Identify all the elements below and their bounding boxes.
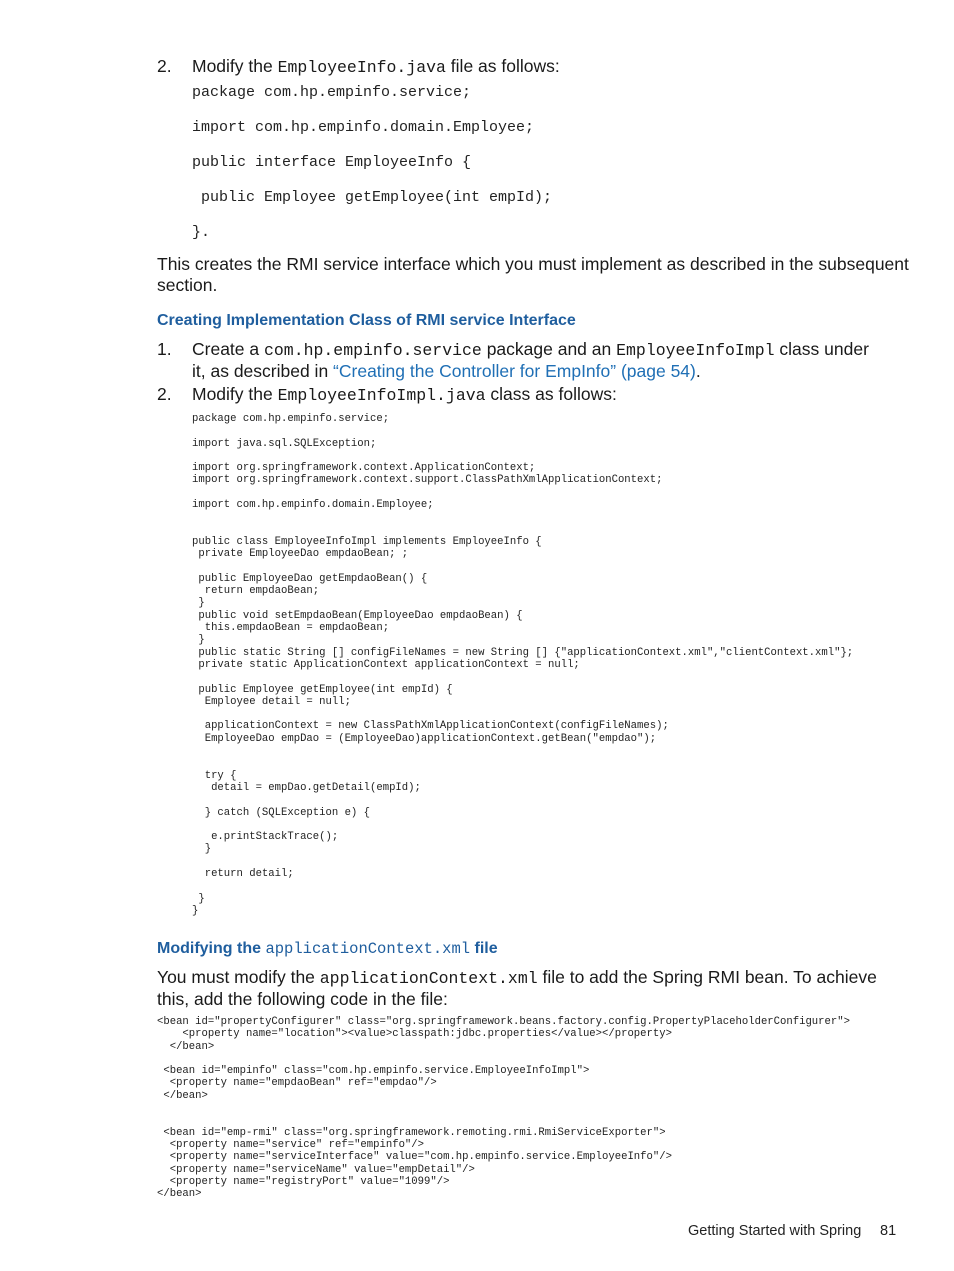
step-number: 1. xyxy=(157,339,172,359)
inline-code: applicationContext.xml xyxy=(265,940,471,958)
paragraph-appcontext: You must modify the applicationContext.xml file to add the Spring RMI bean. To achieve this, add the following code in the file: xyxy=(157,967,877,1009)
footer-title: Getting Started with Spring xyxy=(688,1223,862,1239)
code-line: public Employee getEmployee(int empId); xyxy=(192,189,553,206)
step-modify-employeeinfo: Modify the EmployeeInfo.java file as follows: xyxy=(192,56,560,77)
inline-code: applicationContext.xml xyxy=(319,969,538,988)
code-line: package com.hp.empinfo.service; xyxy=(192,84,472,101)
cross-reference-link[interactable]: “Creating the Controller for EmpInfo” (page 54) xyxy=(333,361,696,381)
code-block-employeeinfoimpl: package com.hp.empinfo.service; import java.sql.SQLException; import org.springframework.context.ApplicationContext; import org.springframework.context.support.ClassPathXmlApplicationContext; import com.hp.empinfo.domain.Employee; public class EmployeeInfoImpl implements EmployeeInfo { private EmployeeDao empdaoBean; ; public EmployeeDao getEmpdaoBean() { return empdaoBean; } public void setEmpdaoBean(EmployeeDao empdaoBean) { this.empdaoBean = empdaoBean; } public static String [] configFileNames = new String [] {"applicationContext.xml","clientContext.xml"}; private static ApplicationContext applicationContext = null; public Employee getEmployee(int empId) { Employee detail = null; applicationContext = new ClassPathXmlApplicationContext(configFileNames); EmployeeDao empDao = (EmployeeDao)applicationContext.getBean("empdao"); try { detail = empDao.getDetail(empId); } catch (SQLException e) { e.printStackTrace(); } return detail; } } xyxy=(192,413,854,917)
section-heading-appcontext: Modifying the applicationContext.xml file xyxy=(157,940,498,958)
page-number: 81 xyxy=(880,1223,897,1239)
inline-code: EmployeeInfoImpl.java xyxy=(277,386,486,405)
code-line: import com.hp.empinfo.domain.Employee; xyxy=(192,119,535,136)
inline-code: EmployeeInfo.java xyxy=(277,58,446,77)
step-number: 2. xyxy=(157,384,172,404)
code-block-applicationcontext-xml: <bean id="propertyConfigurer" class="org.springframework.beans.factory.config.PropertyPlaceholderConfigurer"> <property name="location"><value>classpath:jdbc.properties</value></property> </bean> <bean id="empinfo" class="com.hp.empinfo.service.EmployeeInfoImpl"> <property name="empdaoBean" ref="empdao"/> </bean> <bean id="emp-rmi" class="org.springframework.remoting.rmi.RmiServiceExporter"> <property name="service" ref="empinfo"/> <property name="serviceInterface" value="com.hp.empinfo.service.EmployeeInfo"/> <property name="serviceName" value="empDetail"/> <property name="registryPort" value="1099"/> </bean> xyxy=(157,1016,850,1201)
step-modify-employeeinfoimpl: Modify the EmployeeInfoImpl.java class as follows: xyxy=(192,384,617,405)
inline-code: com.hp.empinfo.service xyxy=(263,341,482,360)
code-line: public interface EmployeeInfo { xyxy=(192,154,472,171)
step-number: 2. xyxy=(157,56,172,76)
step-create-package: Create a com.hp.empinfo.service package and an EmployeeInfoImpl class under it, as described in “Creating the Controller for EmpInfo” (page 54). xyxy=(192,339,869,381)
paragraph-rmi-interface: This creates the RMI service interface which you must implement as described in the subsequent section. xyxy=(157,254,909,295)
inline-code: EmployeeInfoImpl xyxy=(616,341,775,360)
section-heading-implementation: Creating Implementation Class of RMI service Interface xyxy=(157,312,576,329)
code-line: }. xyxy=(192,224,211,241)
